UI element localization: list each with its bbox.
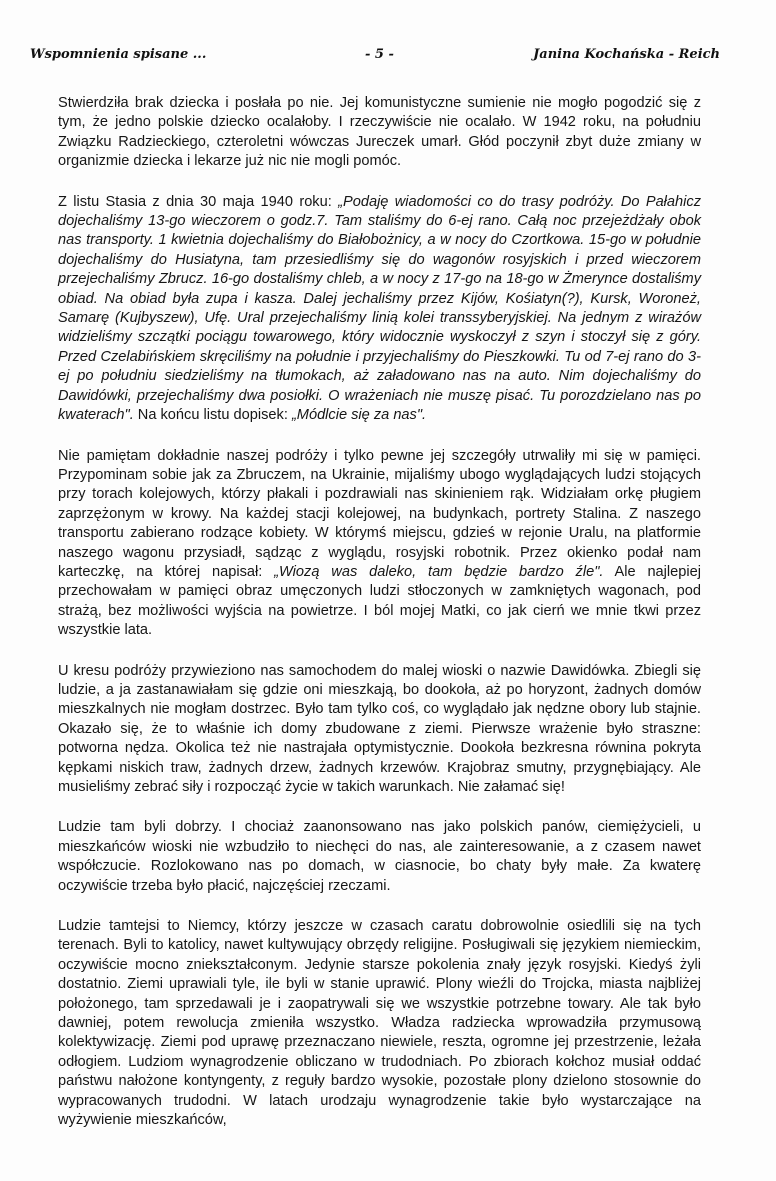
letter-postscript: „Módlcie się za nas".	[291, 407, 427, 424]
document-body	[58, 94, 701, 1152]
header-author: Janina Kochańska - Reich	[533, 47, 720, 62]
header-title: Wspomnienia spisane ...	[30, 47, 207, 62]
paragraph-3-text-b: Ale najlepiej przechowałam w pamięci obraz umęczonych ludzi stłoczonych w zamkniętych wagonach, pod strażą, bez możliwości wyjścia na powietrze. I ból mojej Matki, co jak cierń we mnie tkwi przez wszystkie lata.	[58, 563, 701, 639]
paragraph-4: U kresu podróży przywieziono nas samochodem do malej wioski o nazwie Dawidówka. Zbiegli się ludzie, a ja zastanawiałam się gdzie oni mieszkają, bo dookoła, aż po horyzont, żadnych domów mieszkalnych nie mogłam dostrzec. Było tam tylko coś, co wyglądało jak nędzne obory lub stajnie. Okazało się, że to właśnie ich domy zbudowane z ziemi. Pierwsze wrażenie było straszne: potworna nędza. Okolica też nie nastrajała optymistycznie. Dookoła bezkresna równina pokryta kępkami niskich traw, żadnych drzew, żadnych krzewów. Krajobraz smutny, przygnębiający. Ale musieliśmy zebrać siły i rozpocząć życie w takich warunkach. Nie załamać się!	[58, 662, 701, 795]
paragraph-1: Stwierdziła brak dziecka i posłała po nie. Jej komunistyczne sumienie nie mogło pogodzić się z tym, że jedno polskie dziecko ocalałoby. I rzeczywiście nie ocalało. W 1942 roku, na południu Związku Radzieckiego, czteroletni wówczas Jureczek umarł. Głód poczynił zbyt duże zmiany w organizmie dziecka i lekarze już nic nie mogli pomóc.	[58, 95, 701, 170]
page-number: - 5 -	[365, 47, 394, 62]
letter-postscript-intro: Na końcu listu dopisek:	[133, 407, 292, 424]
page-header	[30, 47, 720, 71]
letter-intro: Z listu Stasia z dnia 30 maja 1940 roku:	[58, 193, 339, 210]
letter-quote: „Podaję wiadomości co do trasy podróży. Do Pałahicz dojechaliśmy 13-go wieczorem o godz.7. Tam staliśmy do 6-ej rano. Całą noc przejeżdżały obok nas transporty. 1 kwietnia dojechaliśmy do Białobożnicy, a w nocy do Czortkowa. 15-go w południe dojechaliśmy do Husiatyna, tam przesiedliśmy się do wagonów rosyjskich i przed wieczorem przejechaliśmy Zbrucz. 16-go dostaliśmy chleb, a w nocy z 17-go na 18-go w Żmerynce dostaliśmy obiad. Na obiad była zupa i kasza. Dalej jechaliśmy przez Kijów, Kośiatyn(?), Kursk, Woroneż, Samarę (Kujbyszew), Ufę. Ural przejechaliśmy linią kolei transsyberyjskiej. Na jednym z wirażów widzieliśmy szczątki pociągu towarowego, który widocznie wyskoczył z szyn i stoczył się z góry. Przed Czelabińskiem skręciliśmy na południe i przyjechaliśmy do Pieszkowki. Tu od 7-ej rano do 3-ej po południu siedzieliśmy na tłumokach, aż załadowano nas na auto. Nim dojechaliśmy do Dawidówki, przejechaliśmy dwa posiołki. O wrażeniach nie muszę pisać. Tu porozdzielano nas po kwaterach".	[58, 193, 701, 424]
paragraph-6: Ludzie tamtejsi to Niemcy, którzy jeszcze w czasach caratu dobrowolnie osiedlili się na tych terenach. Byli to katolicy, nawet kultywujący obrzędy religijne. Posługiwali się językiem niemieckim, oczywiście mocno zniekształconym. Jedynie starsze pokolenia znały język rosyjski. Kiedyś żyli dostatnio. Ziemi uprawiali tyle, ile byli w stanie uprawić. Plony wieźli do Trojcka, miasta najbliżej położonego, tam sprzedawali je i zaopatrywali się we wszystkie potrzebne towary. Ale tak było dawniej, potem rewolucja zmieniła wszystko. Władza radziecka wprowadziła przymusową kolektywizację. Ziemi pod uprawę przeznaczano niewiele, reszta, ogromne jej przestrzenie, leżała odłogiem. Ludziom wynagrodzenie obliczano w trudodniach. Po zbiorach kołchoz musiał oddać państwu nałożone kontyngenty, z reguły bardzo wysokie, pozostałe plony dzielono stosownie do wypracowanych trudodni. W latach urodzaju wynagrodzenie takie było wystarczające na wyżywienie mieszkańców,	[58, 918, 701, 1129]
paragraph-5: Ludzie tam byli dobrzy. I chociaż zaanonsowano nas jako polskich panów, ciemiężycieli, u mieszkańców wioski nie wzbudziło to niechęci do nas, ale zainteresowanie, a z czasem nawet współczucie. Rozlokowano nas po domach, w ciasnocie, bo chaty były małe. Za kwaterę oczywiście trzeba było płacić, najczęściej rzeczami.	[58, 819, 701, 894]
paragraph-3	[58, 447, 701, 641]
paragraph-3-text-a: Nie pamiętam dokładnie naszej podróży i tylko pewne jej szczegóły utrwaliły mi się w pamięci. Przypominam sobie jak za Zbruczem, na Ukrainie, mijaliśmy ubogo wyglądających ludzi stojących przy torach kolejowych, którzy płakali i pozdrawiali nas skinieniem rąk. Widziałam orkę pługiem zaprzężonym w krowy. Na każdej stacji kolejowej, na budynkach, portrety Stalina. Z naszego transportu zabierano rodzące kobiety. W którymś miejscu, gdzieś w rejonie Uralu, na platformie naszego wagonu przysiadł, sądząc z wyglądu, rosyjski robotnik. Przez okienko podał nam karteczkę, na której napisał:	[58, 447, 701, 580]
paragraph-2	[58, 193, 701, 426]
worker-note-quote: „Wiozą was daleko, tam będzie bardzo źle".	[274, 563, 604, 580]
